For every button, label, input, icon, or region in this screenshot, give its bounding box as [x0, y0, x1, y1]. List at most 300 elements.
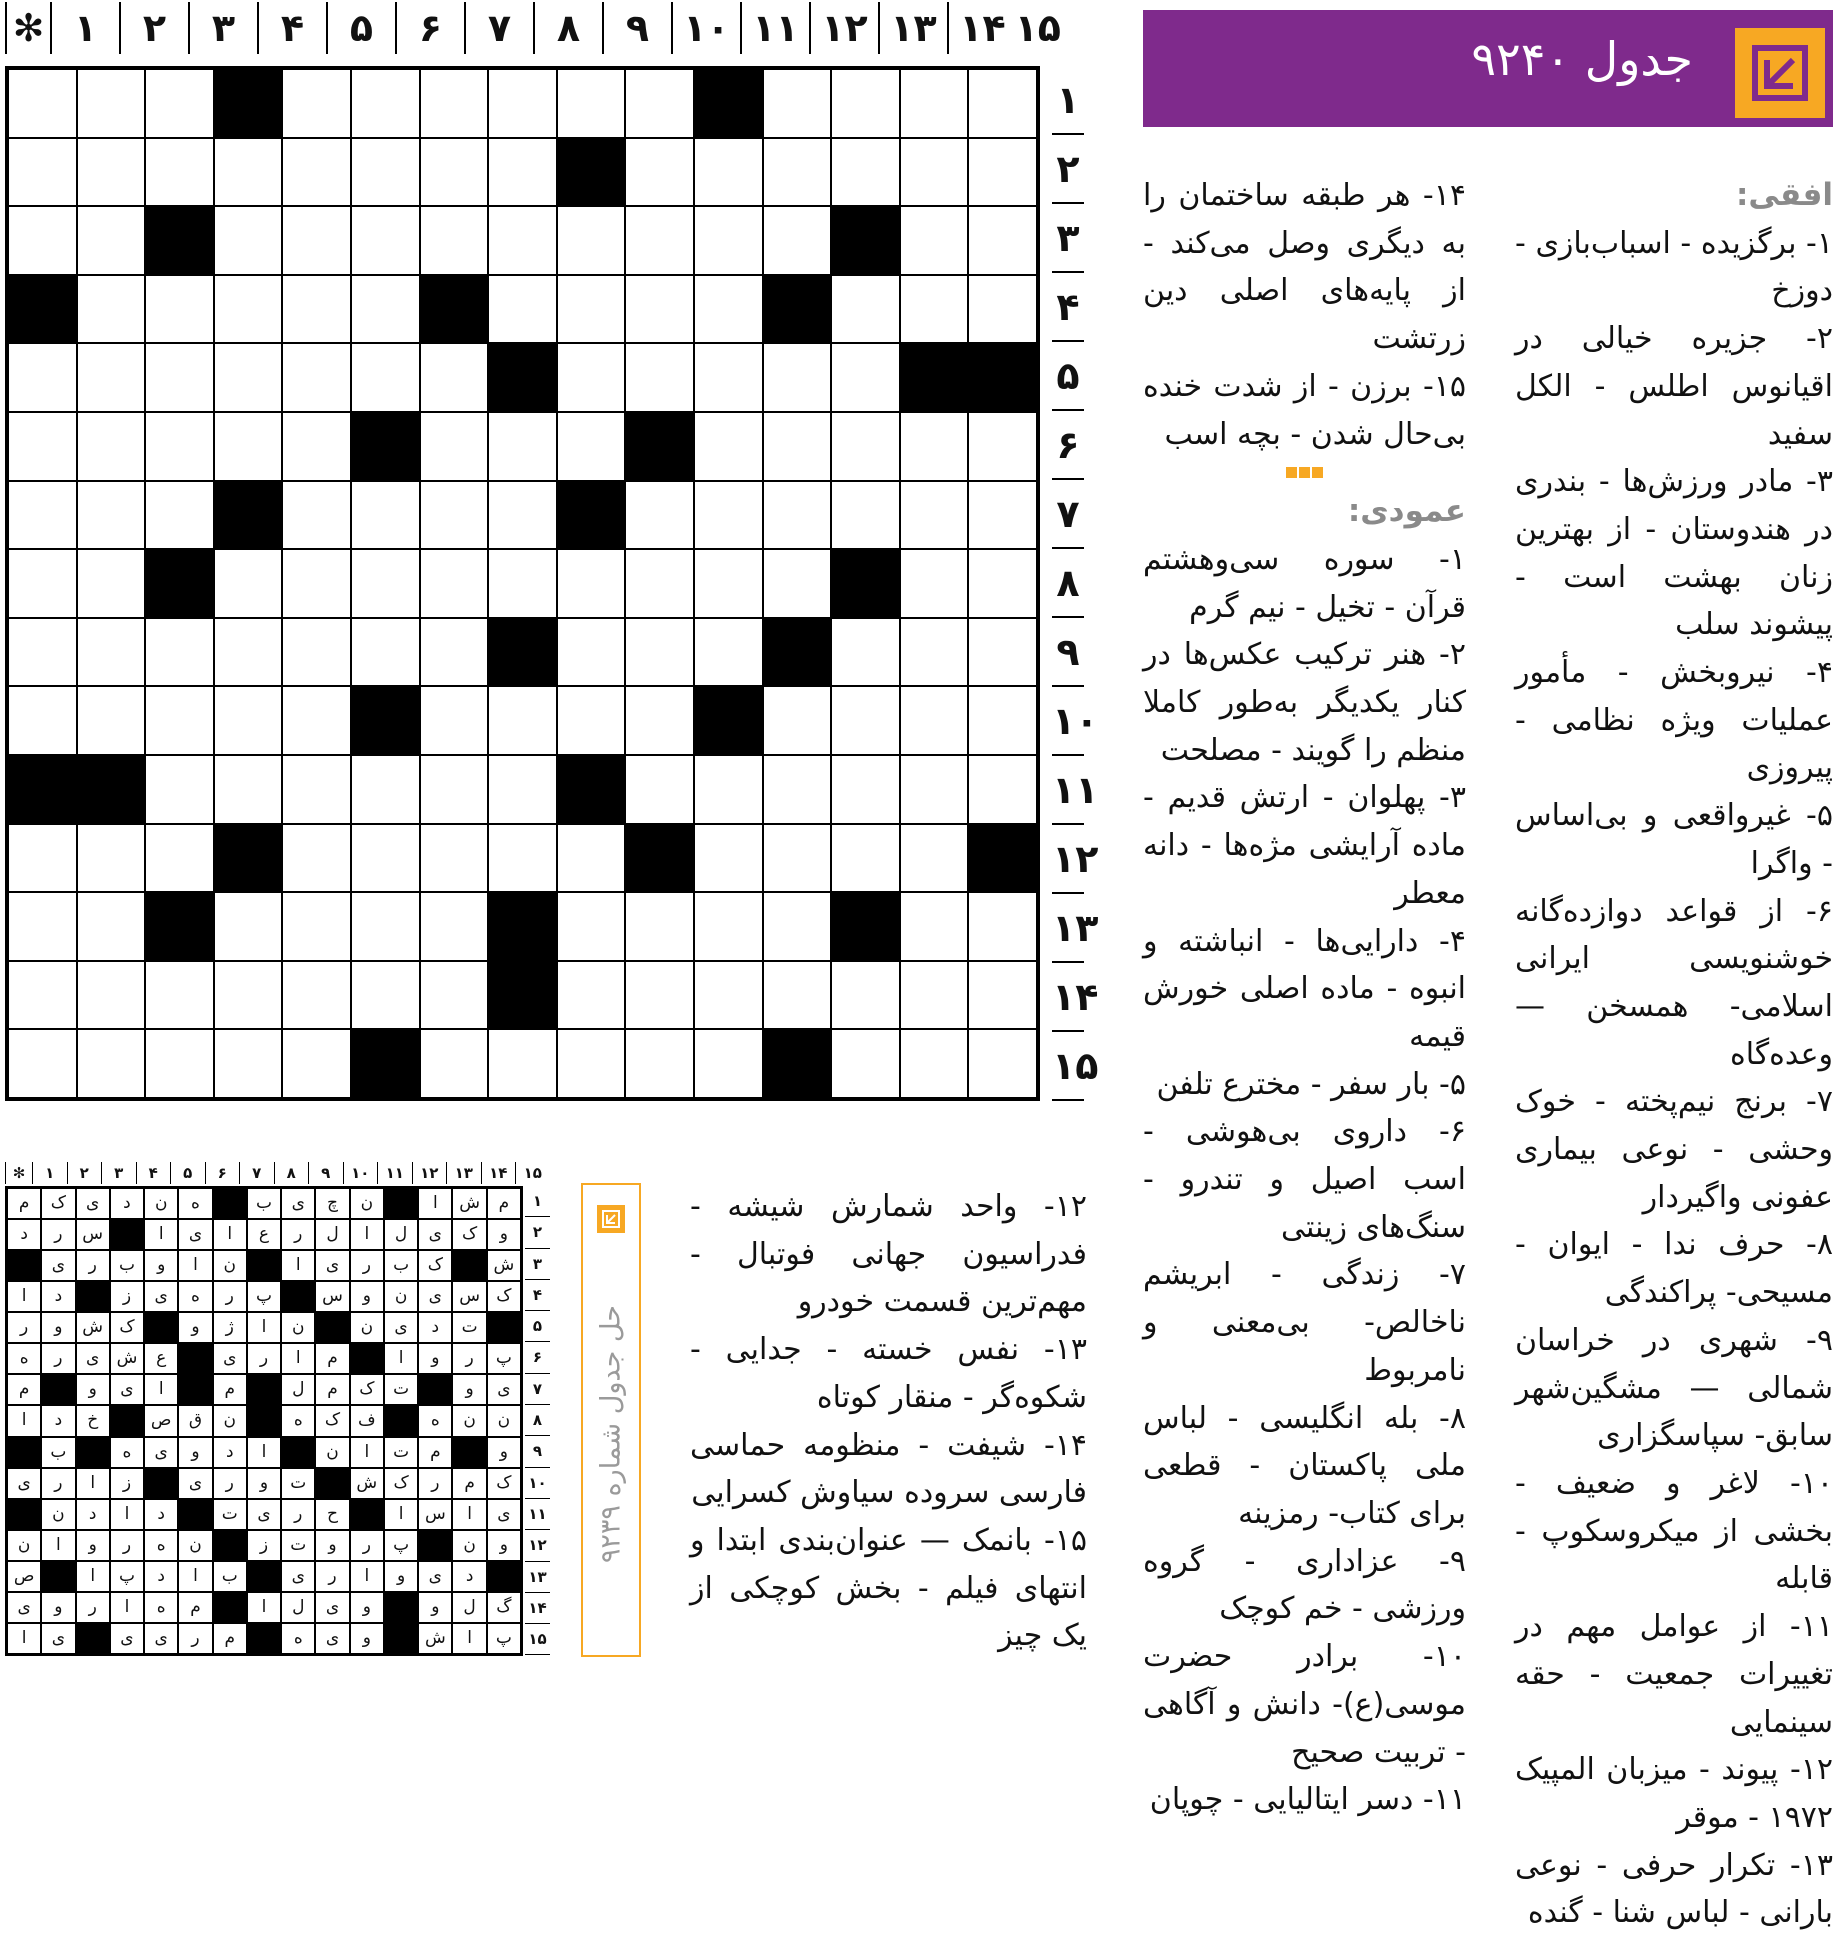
- grid-cell[interactable]: [831, 69, 900, 138]
- grid-cell[interactable]: [557, 824, 626, 893]
- solution-cell: ل: [315, 1219, 349, 1250]
- grid-cell[interactable]: [694, 206, 763, 275]
- grid-cell[interactable]: [557, 275, 626, 344]
- grid-cell[interactable]: [625, 686, 694, 755]
- solution-cell: ه: [281, 1405, 315, 1436]
- solution-cell: ک: [110, 1312, 144, 1343]
- grid-cell[interactable]: [145, 481, 214, 550]
- grid-cell[interactable]: [900, 412, 969, 481]
- grid-cell[interactable]: [282, 686, 351, 755]
- grid-cell[interactable]: [351, 824, 420, 893]
- grid-cell[interactable]: [77, 412, 146, 481]
- grid-cell[interactable]: [214, 412, 283, 481]
- solution-cell: د: [144, 1561, 178, 1592]
- solution-cell: ت: [213, 1499, 247, 1530]
- grid-cell[interactable]: [77, 686, 146, 755]
- grid-cell[interactable]: [282, 206, 351, 275]
- grid-cell[interactable]: [968, 892, 1037, 961]
- black-cell: [763, 1029, 832, 1098]
- grid-cell[interactable]: [557, 343, 626, 412]
- grid-cell[interactable]: [694, 481, 763, 550]
- solution-cell: ر: [247, 1343, 281, 1374]
- grid-cell[interactable]: [694, 824, 763, 893]
- grid-cell[interactable]: [831, 755, 900, 824]
- solution-cell: ه: [281, 1623, 315, 1654]
- grid-cell[interactable]: [77, 618, 146, 687]
- grid-cell[interactable]: [900, 69, 969, 138]
- grid-cell[interactable]: [488, 206, 557, 275]
- horizontal-clue: ۱۵- برزن - از شدت خنده بی‌حال شدن - بچه اسب: [1143, 368, 1466, 452]
- solution-cell: ر: [213, 1468, 247, 1499]
- solution-cell: ر: [76, 1592, 110, 1623]
- solution-black-cell: [7, 1437, 41, 1468]
- grid-cell[interactable]: [282, 69, 351, 138]
- solution-cell: ی: [418, 1281, 452, 1312]
- solution-row-number: ۸: [525, 1405, 550, 1436]
- grid-cell[interactable]: [831, 412, 900, 481]
- solution-row-number: ۱۱: [525, 1499, 550, 1530]
- solution-cell: ت: [452, 1312, 486, 1343]
- grid-cell[interactable]: [557, 412, 626, 481]
- grid-cell[interactable]: [8, 206, 77, 275]
- solution-column-number: ۱۵: [515, 1162, 550, 1184]
- grid-cell[interactable]: [763, 138, 832, 207]
- grid-cell[interactable]: [282, 343, 351, 412]
- solution-cell: ب: [247, 1188, 281, 1219]
- column-number: ۱۵: [1014, 6, 1061, 50]
- grid-cell[interactable]: [625, 1029, 694, 1098]
- column-number: ۱۴: [947, 2, 1016, 54]
- black-cell: [351, 686, 420, 755]
- grid-cell[interactable]: [214, 686, 283, 755]
- grid-cell[interactable]: [145, 343, 214, 412]
- solution-cell: س: [418, 1499, 452, 1530]
- grid-cell[interactable]: [145, 69, 214, 138]
- solution-cell: و: [418, 1343, 452, 1374]
- grid-cell[interactable]: [282, 618, 351, 687]
- row-number: ۴: [1052, 273, 1084, 342]
- solution-cell: ی: [315, 1250, 349, 1281]
- solution-black-cell: [281, 1281, 315, 1312]
- grid-cell[interactable]: [145, 686, 214, 755]
- grid-cell[interactable]: [351, 69, 420, 138]
- grid-cell[interactable]: [763, 549, 832, 618]
- grid-cell[interactable]: [8, 824, 77, 893]
- grid-cell[interactable]: [557, 206, 626, 275]
- grid-cell[interactable]: [763, 961, 832, 1030]
- grid-cell[interactable]: [77, 138, 146, 207]
- black-cell: [831, 549, 900, 618]
- grid-cell[interactable]: [420, 1029, 489, 1098]
- grid-cell[interactable]: [8, 618, 77, 687]
- solution-cell: د: [41, 1405, 75, 1436]
- grid-cell[interactable]: [8, 138, 77, 207]
- solution-cell: و: [76, 1374, 110, 1405]
- grid-cell[interactable]: [145, 1029, 214, 1098]
- solution-cell: ش: [350, 1468, 384, 1499]
- grid-cell[interactable]: [420, 412, 489, 481]
- grid-cell[interactable]: [625, 343, 694, 412]
- grid-cell[interactable]: [8, 412, 77, 481]
- grid-cell[interactable]: [145, 755, 214, 824]
- grid-cell[interactable]: [968, 275, 1037, 344]
- grid-cell[interactable]: [557, 618, 626, 687]
- grid-cell[interactable]: [694, 892, 763, 961]
- solution-cell: پ: [487, 1343, 521, 1374]
- grid-cell[interactable]: [763, 343, 832, 412]
- grid-cell[interactable]: [214, 1029, 283, 1098]
- grid-cell[interactable]: [625, 69, 694, 138]
- column-number: ۲: [119, 2, 188, 54]
- grid-cell[interactable]: [900, 1029, 969, 1098]
- solution-cell: و: [41, 1592, 75, 1623]
- grid-cell[interactable]: [282, 549, 351, 618]
- grid-cell[interactable]: [968, 69, 1037, 138]
- grid-cell[interactable]: [694, 412, 763, 481]
- grid-cell[interactable]: [557, 961, 626, 1030]
- grid-cell[interactable]: [968, 206, 1037, 275]
- grid-cell[interactable]: [351, 549, 420, 618]
- grid-cell[interactable]: [900, 618, 969, 687]
- grid-cell[interactable]: [763, 412, 832, 481]
- grid-cell[interactable]: [831, 138, 900, 207]
- grid-cell[interactable]: [694, 1029, 763, 1098]
- grid-cell[interactable]: [8, 549, 77, 618]
- solution-cell: م: [7, 1188, 41, 1219]
- grid-cell[interactable]: [420, 892, 489, 961]
- grid-cell[interactable]: [282, 892, 351, 961]
- solution-cell: و: [178, 1312, 212, 1343]
- solution-cell: ه: [144, 1592, 178, 1623]
- grid-cell[interactable]: [77, 343, 146, 412]
- solution-black-cell: [384, 1405, 418, 1436]
- grid-cell[interactable]: [488, 549, 557, 618]
- column-number: ۹: [602, 2, 671, 54]
- solution-cell: ن: [350, 1312, 384, 1343]
- clue-column-3: [690, 1183, 1087, 1660]
- grid-cell[interactable]: [77, 549, 146, 618]
- grid-cell[interactable]: [282, 412, 351, 481]
- solution-cell: و: [315, 1530, 349, 1561]
- black-cell: [968, 343, 1037, 412]
- grid-cell[interactable]: [831, 1029, 900, 1098]
- grid-cell[interactable]: [145, 961, 214, 1030]
- grid-cell[interactable]: [420, 961, 489, 1030]
- solution-cell: م: [213, 1374, 247, 1405]
- grid-cell[interactable]: [900, 206, 969, 275]
- solution-cell: م: [7, 1374, 41, 1405]
- solution-row-number: ۹: [525, 1436, 550, 1467]
- solution-cell: ر: [41, 1343, 75, 1374]
- grid-cell[interactable]: [900, 686, 969, 755]
- grid-cell[interactable]: [8, 1029, 77, 1098]
- grid-cell[interactable]: [900, 755, 969, 824]
- grid-cell[interactable]: [8, 961, 77, 1030]
- solution-black-cell: [178, 1499, 212, 1530]
- solution-cell: ی: [315, 1592, 349, 1623]
- solution-cell: و: [452, 1374, 486, 1405]
- grid-cell[interactable]: [214, 618, 283, 687]
- grid-cell[interactable]: [831, 275, 900, 344]
- solution-grid: [5, 1186, 523, 1656]
- grid-cell[interactable]: [763, 892, 832, 961]
- grid-cell[interactable]: [420, 755, 489, 824]
- solution-cell: ا: [7, 1623, 41, 1654]
- grid-cell[interactable]: [214, 275, 283, 344]
- grid-cell[interactable]: [900, 275, 969, 344]
- solution-black-cell: [247, 1374, 281, 1405]
- vertical-clue: ۷- زندگی - ابریشم ناخالص- بی‌معنی و نامربوط: [1143, 1257, 1466, 1388]
- grid-cell[interactable]: [831, 961, 900, 1030]
- solution-row-number: ۱۰: [525, 1468, 550, 1499]
- solution-cell: ق: [178, 1405, 212, 1436]
- grid-cell[interactable]: [557, 686, 626, 755]
- grid-cell[interactable]: [900, 549, 969, 618]
- grid-cell[interactable]: [694, 549, 763, 618]
- black-cell: [900, 343, 969, 412]
- grid-cell[interactable]: [8, 481, 77, 550]
- grid-cell[interactable]: [625, 275, 694, 344]
- vertical-clue: ۲- هنر ترکیب عکس‌ها در کنار یکدیگر به‌طور کاملا منظم را گویند - مصلحت: [1143, 637, 1466, 768]
- solution-cell: م: [213, 1623, 247, 1654]
- solution-cell: د: [213, 1437, 247, 1468]
- grid-cell[interactable]: [145, 275, 214, 344]
- grid-cell[interactable]: [77, 69, 146, 138]
- grid-cell[interactable]: [214, 206, 283, 275]
- grid-cell[interactable]: [351, 618, 420, 687]
- solution-cell: و: [418, 1592, 452, 1623]
- solution-column-number: ۷: [239, 1162, 274, 1184]
- grid-cell[interactable]: [763, 481, 832, 550]
- grid-cell[interactable]: [77, 961, 146, 1030]
- black-cell: [763, 275, 832, 344]
- solution-black-cell: [41, 1561, 75, 1592]
- grid-cell[interactable]: [77, 892, 146, 961]
- solution-cell: ل: [281, 1374, 315, 1405]
- solution-cell: و: [76, 1530, 110, 1561]
- grid-cell[interactable]: [282, 755, 351, 824]
- solution-column-number: ۶: [205, 1162, 240, 1184]
- grid-cell[interactable]: [8, 686, 77, 755]
- solution-cell: ن: [41, 1499, 75, 1530]
- solution-cell: ک: [452, 1219, 486, 1250]
- solution-black-cell: [76, 1281, 110, 1312]
- solution-cell: و: [350, 1623, 384, 1654]
- grid-cell[interactable]: [77, 1029, 146, 1098]
- grid-cell[interactable]: [900, 961, 969, 1030]
- grid-cell[interactable]: [420, 343, 489, 412]
- grid-cell[interactable]: [282, 1029, 351, 1098]
- solution-column-numbers: [5, 1162, 550, 1184]
- solution-cell: و: [144, 1250, 178, 1281]
- solution-cell: چ: [315, 1188, 349, 1219]
- grid-cell[interactable]: [694, 138, 763, 207]
- grid-cell[interactable]: [763, 69, 832, 138]
- grid-cell[interactable]: [968, 412, 1037, 481]
- solution-cell: ه: [178, 1188, 212, 1219]
- horizontal-clue: ۴- نیروبخش - مأمور عملیات ویژه نظامی - پیروزی: [1515, 655, 1833, 786]
- grid-cell[interactable]: [625, 481, 694, 550]
- solution-cell: ی: [76, 1188, 110, 1219]
- row-number: ۱: [1052, 66, 1084, 135]
- grid-cell[interactable]: [625, 755, 694, 824]
- grid-cell[interactable]: [351, 138, 420, 207]
- grid-cell[interactable]: [968, 618, 1037, 687]
- grid-cell[interactable]: [351, 206, 420, 275]
- grid-cell[interactable]: [488, 1029, 557, 1098]
- grid-cell[interactable]: [900, 481, 969, 550]
- solution-cell: ا: [452, 1623, 486, 1654]
- grid-cell[interactable]: [625, 961, 694, 1030]
- grid-cell[interactable]: [282, 481, 351, 550]
- grid-cell[interactable]: [145, 138, 214, 207]
- grid-cell[interactable]: [77, 275, 146, 344]
- vertical-clue: ۴- دارایی‌ها - انباشته و انبوه - ماده اصلی خورش قیمه: [1143, 923, 1466, 1054]
- grid-cell[interactable]: [282, 138, 351, 207]
- grid-cell[interactable]: [282, 961, 351, 1030]
- grid-cell[interactable]: [420, 206, 489, 275]
- grid-cell[interactable]: [694, 343, 763, 412]
- grid-cell[interactable]: [488, 69, 557, 138]
- grid-cell[interactable]: [557, 549, 626, 618]
- grid-cell[interactable]: [831, 481, 900, 550]
- grid-cell[interactable]: [420, 549, 489, 618]
- grid-cell[interactable]: [214, 961, 283, 1030]
- solution-label-box: [581, 1183, 641, 1657]
- grid-cell[interactable]: [694, 275, 763, 344]
- grid-cell[interactable]: [214, 549, 283, 618]
- solution-cell: ر: [418, 1468, 452, 1499]
- star-symbol: ✻: [5, 2, 50, 54]
- vertical-clue: ۱۳- نفس خسته - جدایی - شکوه‌گر - منقار کوتاه: [690, 1332, 1087, 1415]
- solution-cell: و: [487, 1437, 521, 1468]
- grid-cell[interactable]: [557, 69, 626, 138]
- solution-cell: ن: [213, 1250, 247, 1281]
- solution-cell: ر: [110, 1530, 144, 1561]
- column-number: ۳: [188, 2, 257, 54]
- grid-cell[interactable]: [282, 275, 351, 344]
- grid-cell[interactable]: [488, 481, 557, 550]
- grid-cell[interactable]: [420, 69, 489, 138]
- grid-cell[interactable]: [763, 824, 832, 893]
- grid-cell[interactable]: [420, 686, 489, 755]
- solution-cell: ب: [41, 1437, 75, 1468]
- grid-cell[interactable]: [831, 343, 900, 412]
- grid-cell[interactable]: [488, 824, 557, 893]
- grid-cell[interactable]: [900, 824, 969, 893]
- grid-cell[interactable]: [8, 69, 77, 138]
- grid-cell[interactable]: [488, 275, 557, 344]
- grid-cell[interactable]: [8, 892, 77, 961]
- grid-cell[interactable]: [557, 892, 626, 961]
- solution-cell: ا: [418, 1188, 452, 1219]
- grid-cell[interactable]: [214, 138, 283, 207]
- grid-cell[interactable]: [625, 206, 694, 275]
- grid-cell[interactable]: [763, 206, 832, 275]
- row-number: ۷: [1052, 480, 1084, 549]
- solution-cell: س: [452, 1281, 486, 1312]
- grid-cell[interactable]: [145, 412, 214, 481]
- grid-cell[interactable]: [420, 618, 489, 687]
- grid-cell[interactable]: [145, 824, 214, 893]
- grid-cell[interactable]: [351, 892, 420, 961]
- grid-cell[interactable]: [763, 755, 832, 824]
- grid-cell[interactable]: [488, 412, 557, 481]
- grid-cell[interactable]: [968, 481, 1037, 550]
- clue-column-1: [1515, 172, 1833, 1937]
- vertical-clue: ۳- پهلوان - ارتش قدیم - ماده آرایشی مژه‌ها - دانه معطر: [1143, 780, 1466, 911]
- solution-cell: ا: [41, 1530, 75, 1561]
- grid-cell[interactable]: [968, 686, 1037, 755]
- solution-cell: ک: [384, 1468, 418, 1499]
- grid-cell[interactable]: [968, 1029, 1037, 1098]
- grid-cell[interactable]: [351, 481, 420, 550]
- grid-cell[interactable]: [488, 686, 557, 755]
- grid-cell[interactable]: [420, 481, 489, 550]
- grid-cell[interactable]: [968, 755, 1037, 824]
- grid-cell[interactable]: [420, 138, 489, 207]
- grid-cell[interactable]: [625, 892, 694, 961]
- grid-cell[interactable]: [968, 549, 1037, 618]
- grid-cell[interactable]: [488, 755, 557, 824]
- grid-cell[interactable]: [420, 824, 489, 893]
- grid-cell[interactable]: [77, 206, 146, 275]
- row-numbers: [1052, 66, 1099, 1101]
- grid-cell[interactable]: [694, 618, 763, 687]
- solution-cell: و: [247, 1468, 281, 1499]
- grid-cell[interactable]: [488, 138, 557, 207]
- grid-cell[interactable]: [831, 618, 900, 687]
- grid-cell[interactable]: [557, 1029, 626, 1098]
- solution-cell: و: [350, 1592, 384, 1623]
- solution-cell: ی: [144, 1281, 178, 1312]
- solution-cell: ی: [178, 1468, 212, 1499]
- clue-column-2: [1143, 172, 1466, 1824]
- grid-cell[interactable]: [351, 755, 420, 824]
- grid-cell[interactable]: [351, 343, 420, 412]
- grid-cell[interactable]: [145, 618, 214, 687]
- grid-cell[interactable]: [625, 549, 694, 618]
- grid-cell[interactable]: [214, 343, 283, 412]
- grid-cell[interactable]: [282, 824, 351, 893]
- grid-cell[interactable]: [763, 686, 832, 755]
- solution-cell: م: [418, 1437, 452, 1468]
- grid-cell[interactable]: [8, 343, 77, 412]
- vertical-clue: ۶- داروی بی‌هوشی - اسب اصیل و تندرو - سنگ‌های زینتی: [1143, 1114, 1466, 1245]
- grid-cell[interactable]: [351, 961, 420, 1030]
- grid-cell[interactable]: [694, 961, 763, 1030]
- grid-cell[interactable]: [831, 824, 900, 893]
- grid-cell[interactable]: [214, 892, 283, 961]
- grid-cell[interactable]: [900, 138, 969, 207]
- grid-cell[interactable]: [694, 755, 763, 824]
- grid-cell[interactable]: [968, 138, 1037, 207]
- grid-cell[interactable]: [77, 481, 146, 550]
- grid-cell[interactable]: [214, 755, 283, 824]
- solution-cell: ص: [144, 1405, 178, 1436]
- black-cell: [488, 892, 557, 961]
- grid-cell[interactable]: [831, 686, 900, 755]
- row-number: ۱۰: [1052, 687, 1084, 756]
- grid-cell[interactable]: [351, 275, 420, 344]
- grid-cell[interactable]: [900, 892, 969, 961]
- horizontal-clue: ۲- جزیره خیالی در اقیانوس اطلس - الکل سفید: [1515, 321, 1833, 452]
- grid-cell[interactable]: [625, 618, 694, 687]
- grid-cell[interactable]: [968, 961, 1037, 1030]
- grid-cell[interactable]: [625, 138, 694, 207]
- solution-cell: ا: [110, 1499, 144, 1530]
- grid-cell[interactable]: [77, 824, 146, 893]
